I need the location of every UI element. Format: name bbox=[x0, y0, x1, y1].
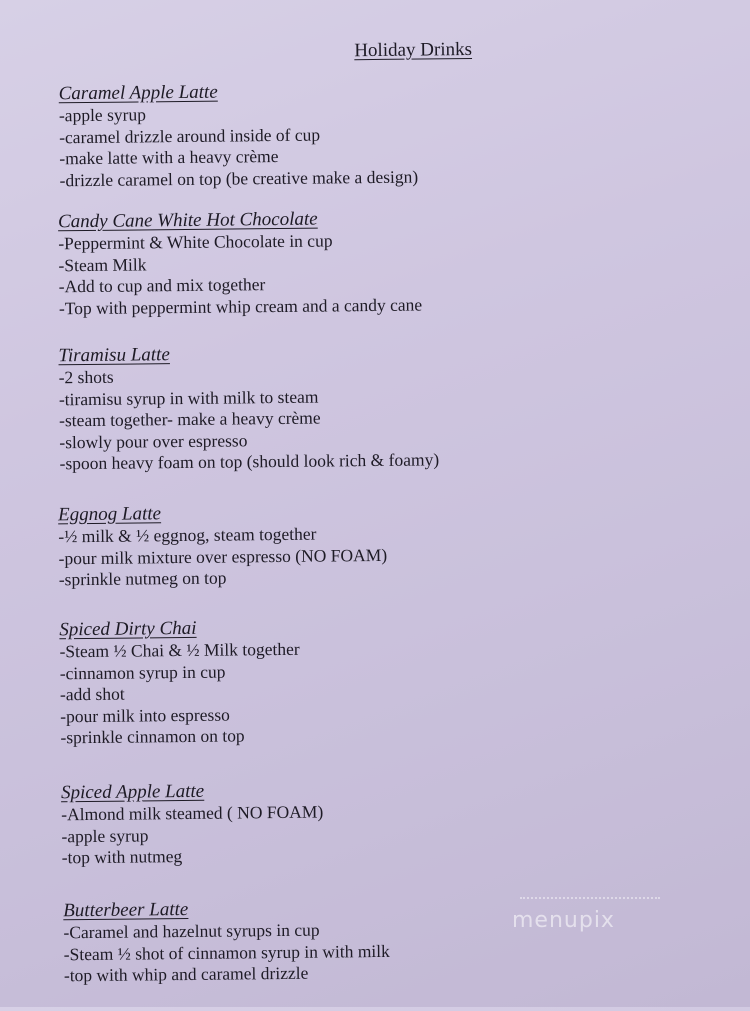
recipe-step: -½ milk & ½ eggnog, steam together bbox=[58, 523, 317, 547]
recipe-eggnog-latte bbox=[58, 501, 387, 591]
recipe-step: -apple syrup bbox=[61, 824, 149, 846]
recipe-step: -top with whip and caramel drizzle bbox=[63, 962, 309, 986]
recipe-step: -Top with peppermint whip cream and a candy cane bbox=[58, 294, 423, 319]
recipe-spiced-apple-latte bbox=[61, 780, 324, 870]
recipe-step: -Steam Milk bbox=[58, 253, 147, 275]
recipe-step: -sprinkle cinnamon on top bbox=[60, 725, 245, 748]
watermark: menupix bbox=[512, 908, 615, 933]
recipe-title: Butterbeer Latte bbox=[63, 898, 189, 922]
recipe-step: -spoon heavy foam on top (should look rich & foamy) bbox=[59, 449, 440, 474]
recipe-caramel-apple-latte bbox=[59, 80, 419, 192]
recipe-step: -sprinkle nutmeg on top bbox=[58, 567, 227, 590]
recipe-butterbeer-latte bbox=[63, 897, 390, 987]
recipe-step: -Peppermint & White Chocolate in cup bbox=[58, 230, 333, 254]
recipe-step: -cinnamon syrup in cup bbox=[59, 661, 226, 683]
recipe-step: -Steam ½ Chai & ½ Milk together bbox=[59, 638, 300, 662]
recipe-step: -caramel drizzle around inside of cup bbox=[59, 124, 321, 147]
recipe-title: Eggnog Latte bbox=[57, 503, 162, 526]
recipe-title: Spiced Apple Latte bbox=[60, 780, 205, 804]
recipe-spiced-dirty-chai bbox=[59, 617, 300, 749]
recipe-step: -top with nutmeg bbox=[61, 846, 183, 868]
recipe-step: -Add to cup and mix together bbox=[58, 274, 266, 297]
recipe-step: -apple syrup bbox=[58, 104, 147, 126]
recipe-step: -make latte with a heavy crème bbox=[59, 146, 279, 169]
recipe-step: -tiramisu syrup in with milk to steam bbox=[58, 386, 319, 409]
recipe-step: -add shot bbox=[59, 683, 125, 705]
recipe-step: -pour milk into espresso bbox=[60, 704, 230, 727]
recipe-title: Caramel Apple Latte bbox=[58, 81, 218, 105]
page-title: Holiday Drinks bbox=[354, 38, 473, 62]
watermark-divider bbox=[520, 897, 660, 899]
recipe-step: -Steam ½ shot of cinnamon syrup in with milk bbox=[63, 940, 390, 964]
recipe-step: -steam together- make a heavy crème bbox=[59, 407, 321, 431]
recipe-step: -Almond milk steamed ( NO FOAM) bbox=[61, 801, 324, 825]
recipe-step: -Caramel and hazelnut syrups in cup bbox=[63, 919, 320, 943]
recipe-step: -slowly pour over espresso bbox=[59, 430, 248, 453]
recipe-title: Candy Cane White Hot Chocolate bbox=[57, 208, 318, 233]
recipe-title: Tiramisu Latte bbox=[58, 344, 170, 367]
recipe-tiramisu-latte bbox=[58, 341, 439, 475]
recipe-candy-cane-white-hot-chocolate bbox=[58, 208, 422, 320]
recipe-title: Spiced Dirty Chai bbox=[59, 617, 197, 641]
recipe-step: -pour milk mixture over espresso (NO FOAM) bbox=[58, 544, 388, 568]
recipe-step: -drizzle caramel on top (be creative make a design) bbox=[59, 166, 419, 191]
recipe-step: -2 shots bbox=[58, 366, 114, 388]
